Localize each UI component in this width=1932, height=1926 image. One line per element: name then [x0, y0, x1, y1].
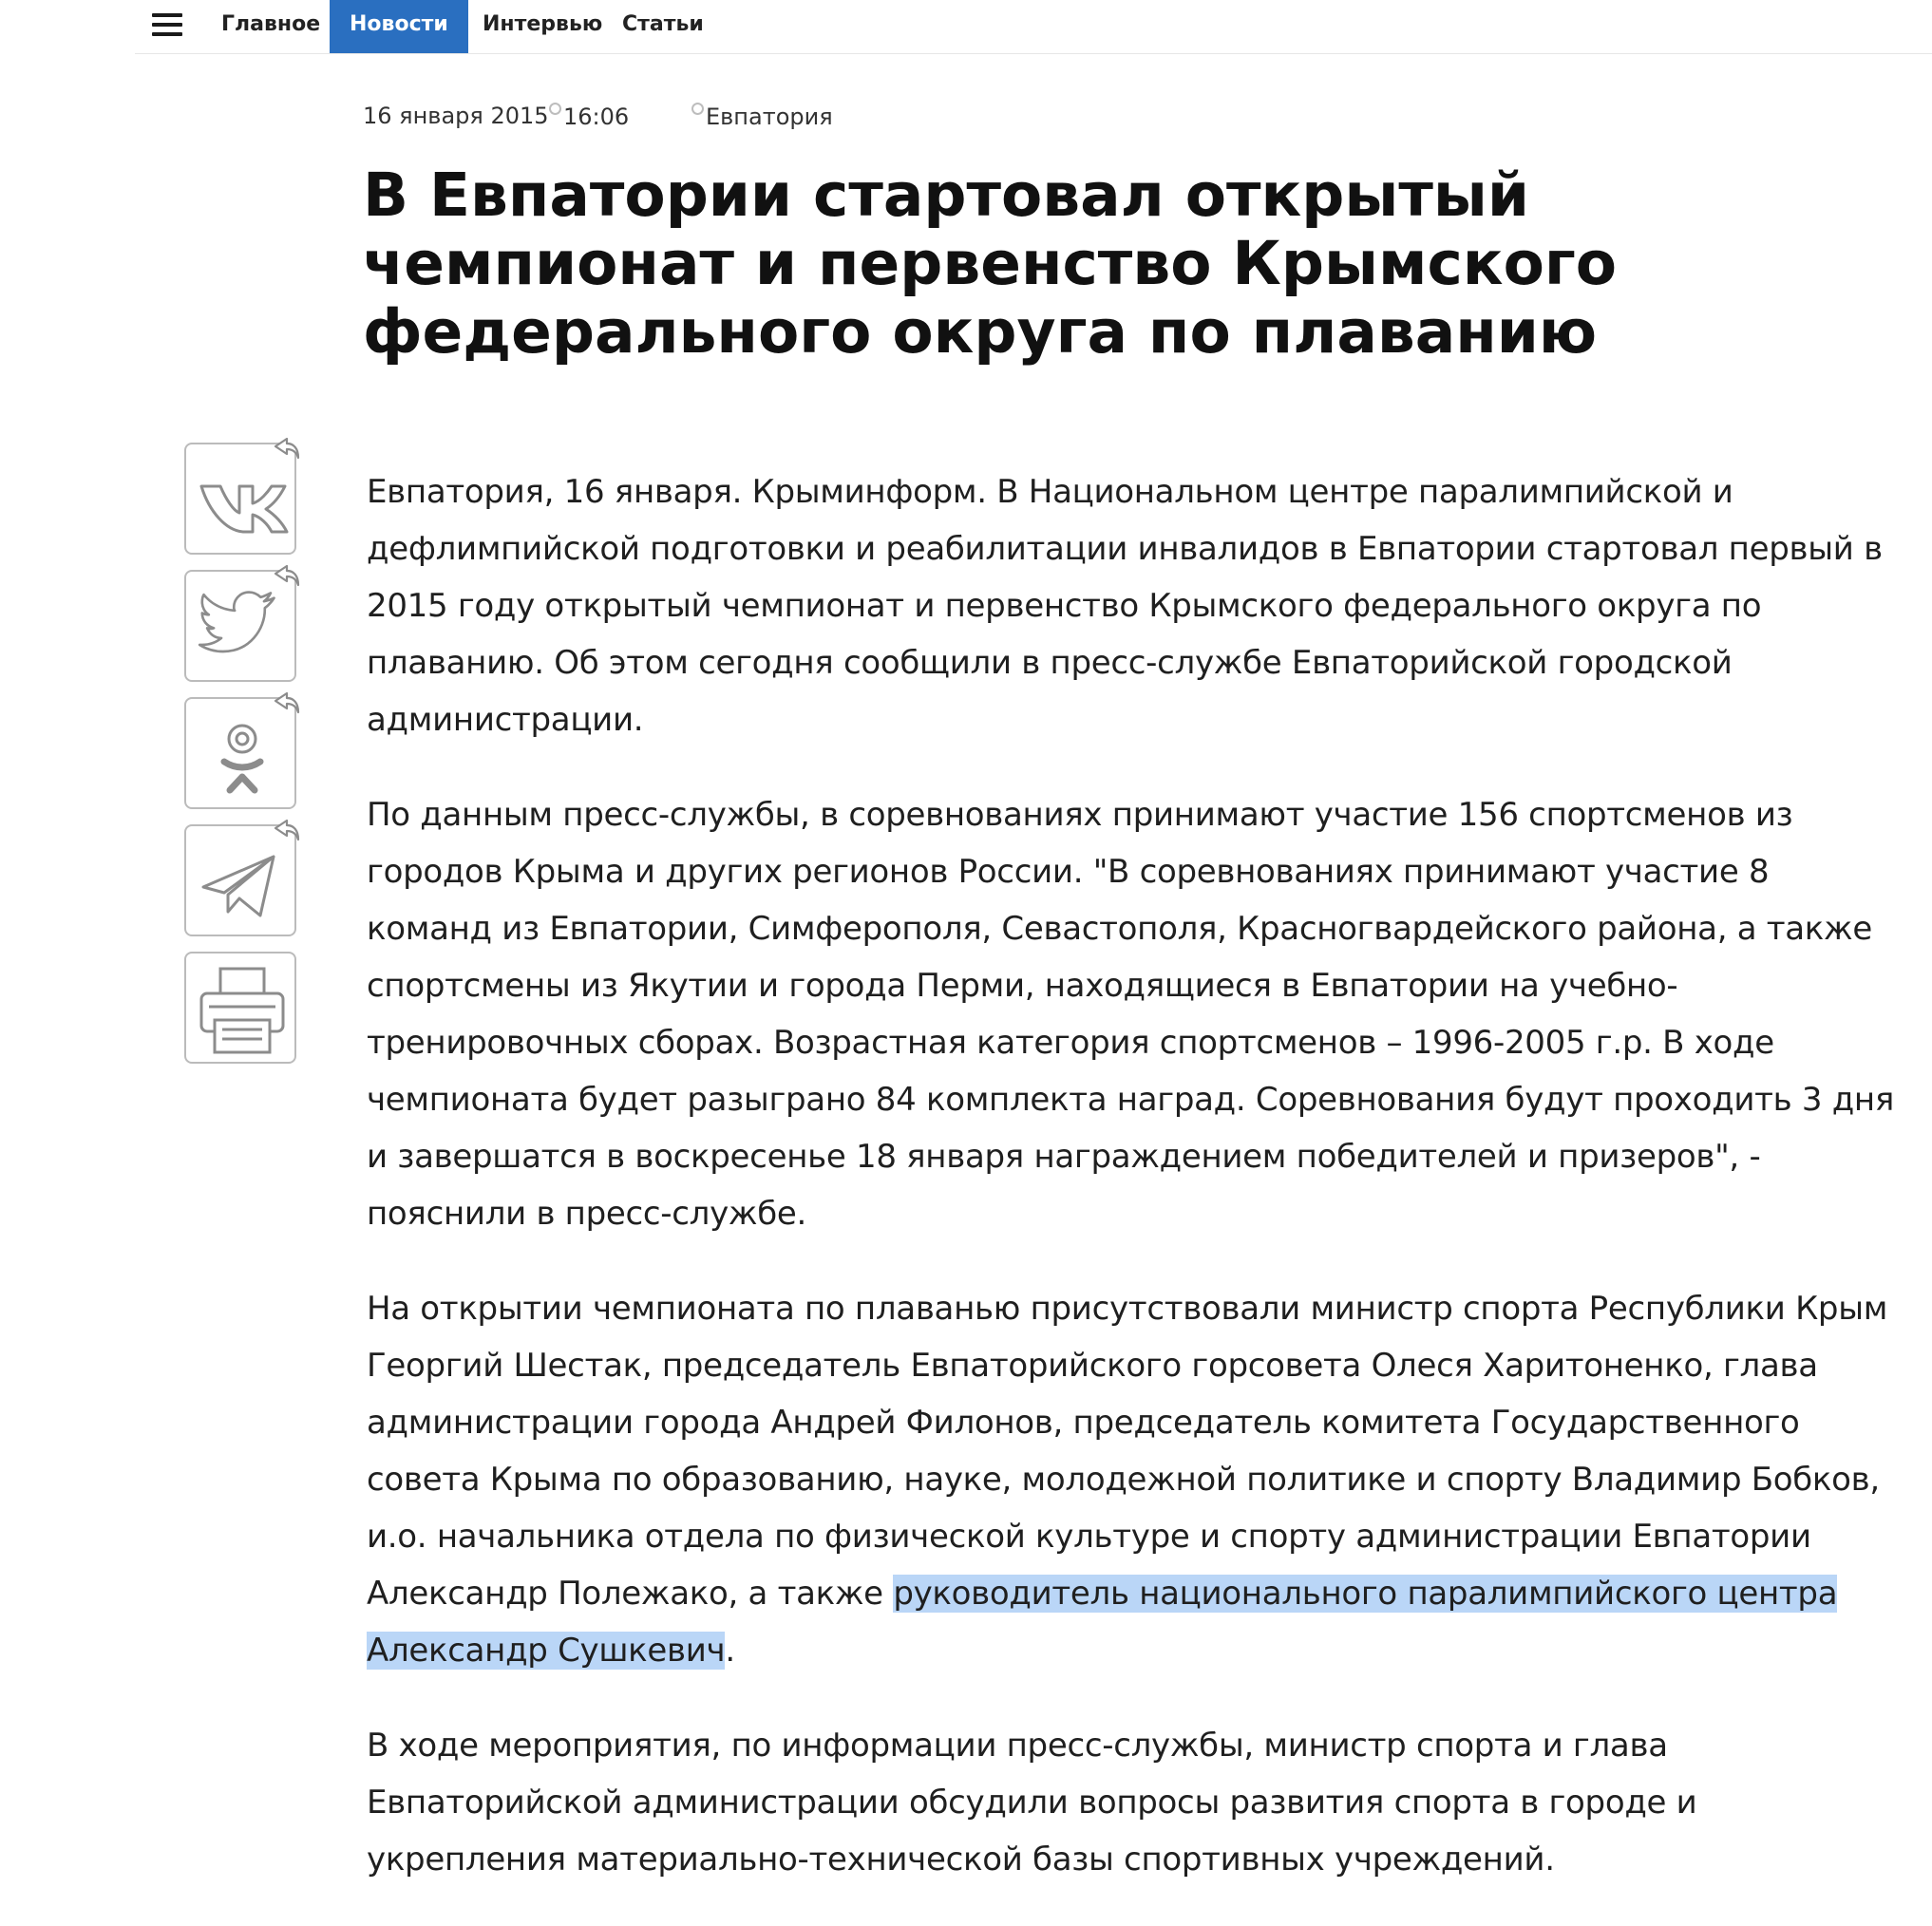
article-paragraph-1: Евпатория, 16 января. Крыминформ. В Национальном центре паралимпийской и дефлимпийской подготовки и реабилитации инвалидов в Евпатории стартовал первый в 2015 году открытый чемпионат и первенство Крымского федерального округа по плаванию. Об этом сегодня сообщили в пресс-службе Евпаторийской городской администрации.: [367, 473, 1883, 739]
article-place-value[interactable]: Евпатория: [706, 104, 833, 130]
nav-item-news[interactable]: Новости: [330, 0, 468, 53]
article-paragraph-2: По данным пресс-службы, в соревнованиях принимают участие 156 спортсменов из городов Крыма и других регионов России. "В соревнованиях принимают участие 8 команд из Евпатории, Симферополя, Севастополя, Красногвардейского района, а также спортсмены из Якутии и города Перми, находящиеся в Евпатории на учебно-тренировочных сборах. Возрастная категория спортсменов – 1996-2005 г.р. В ходе чемпионата будет разыграно 84 комплекта наград. Соревнования будут проходить 3 дня и завершатся в воскресенье 18 января награждением победителей и призеров", - пояснили в пресс-службе.: [367, 796, 1894, 1233]
share-twitter-button[interactable]: [184, 570, 296, 682]
article-paragraph-3: [367, 1280, 1896, 1679]
nav-item-articles[interactable]: Статьи: [622, 12, 704, 36]
menu-icon[interactable]: [152, 13, 182, 38]
paragraph-3-end: .: [725, 1632, 735, 1670]
article-time-value: 16:06: [563, 104, 630, 130]
selected-text-highlight[interactable]: руководитель национального паралимпийского центра Александр Сушкевич: [367, 1575, 1838, 1670]
share-vk-button[interactable]: [184, 443, 296, 555]
share-arrow-icon: [268, 689, 302, 718]
article-body: [367, 463, 1896, 1926]
article-time: [549, 103, 629, 130]
time-dot-icon: [549, 103, 561, 115]
page-title: В Евпатории стартовал открытый чемпионат и первенство Крымского федерального округа по плаванию: [363, 160, 1618, 367]
share-arrow-icon: [268, 817, 302, 845]
share-odnoklassniki-button[interactable]: [184, 697, 296, 809]
share-panel: [184, 443, 300, 1079]
share-telegram-button[interactable]: [184, 824, 296, 936]
place-dot-icon: [691, 103, 704, 115]
share-arrow-icon: [268, 435, 302, 463]
article-paragraph-4: В ходе мероприятия, по информации пресс-службы, министр спорта и глава Евпаторийской администрации обсудили вопросы развития спорта в городе и укрепления материально-технической базы спортивных учреждений.: [367, 1727, 1697, 1879]
article-date: 16 января 2015: [363, 103, 549, 129]
nav-item-main[interactable]: Главное: [221, 12, 321, 36]
nav-item-interview[interactable]: Интервью: [483, 12, 603, 36]
share-arrow-icon: [268, 562, 302, 591]
printer-icon: [186, 954, 298, 1066]
article-place[interactable]: [691, 103, 833, 130]
paragraph-3-text: На открытии чемпионата по плаванью присутствовали министр спорта Республики Крым Георгий Шестак, председатель Евпаторийского горсовета Олеся Харитоненко, глава администрации города Андрей Филонов, председатель комитета Государственного совета Крыма по образованию, науке, молодежной политике и спорту Владимир Бобков, и.о. начальника отдела по физической культуре и спорту администрации Евпатории Александр Полежако, а также: [367, 1290, 1888, 1613]
print-button[interactable]: [184, 952, 296, 1064]
top-navigation: [135, 0, 1932, 54]
